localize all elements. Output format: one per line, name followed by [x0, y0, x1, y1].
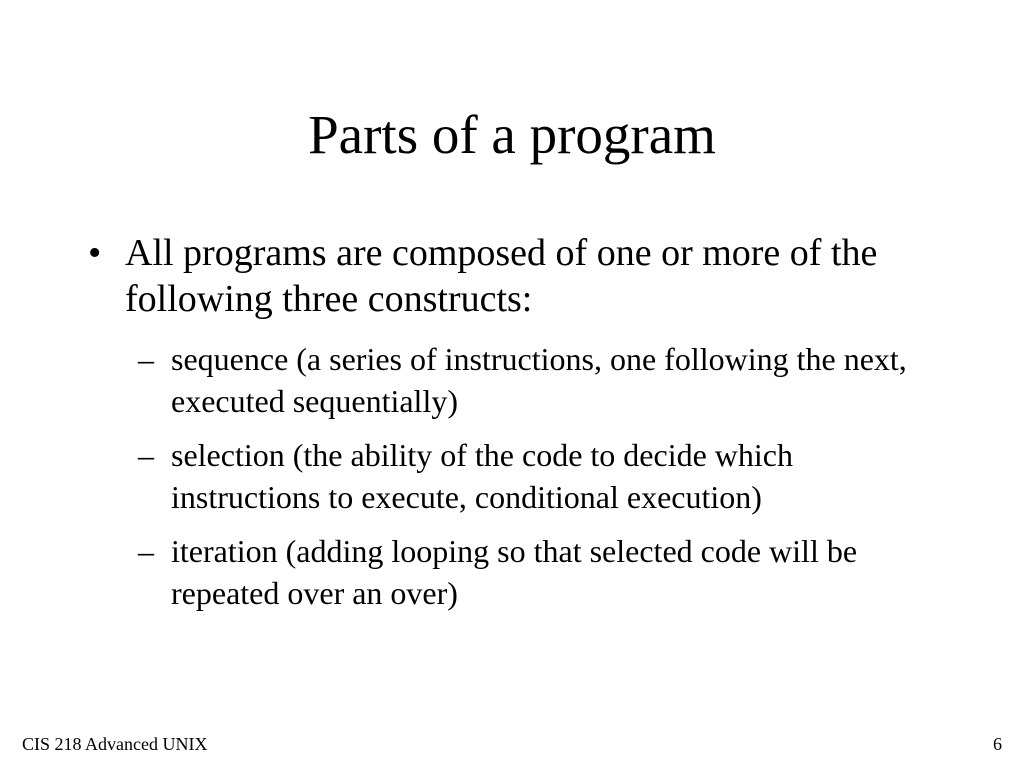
footer-course: CIS 218 Advanced UNIX	[22, 734, 208, 754]
bullet-marker: •	[88, 232, 102, 274]
sub-bullet-selection	[138, 434, 918, 518]
dash-marker: –	[138, 437, 154, 473]
sub-bullet-text: sequence (a series of instructions, one following the next, executed sequentially)	[171, 341, 907, 419]
sub-bullet-list	[138, 338, 918, 626]
slide-title: Parts of a program	[308, 104, 716, 165]
main-bullet-text: All programs are composed of one or more of the following three constructs:	[125, 232, 878, 320]
main-bullet	[88, 230, 948, 322]
sub-bullet-text: selection (the ability of the code to decide which instructions to execute, conditional execution)	[171, 437, 793, 515]
sub-bullet-text: iteration (adding looping so that selected code will be repeated over an over)	[171, 533, 858, 611]
sub-bullet-iteration	[138, 530, 918, 614]
sub-bullet-sequence	[138, 338, 918, 422]
dash-marker: –	[138, 533, 154, 569]
dash-marker: –	[138, 341, 154, 377]
footer-page-number: 6	[993, 734, 1002, 754]
